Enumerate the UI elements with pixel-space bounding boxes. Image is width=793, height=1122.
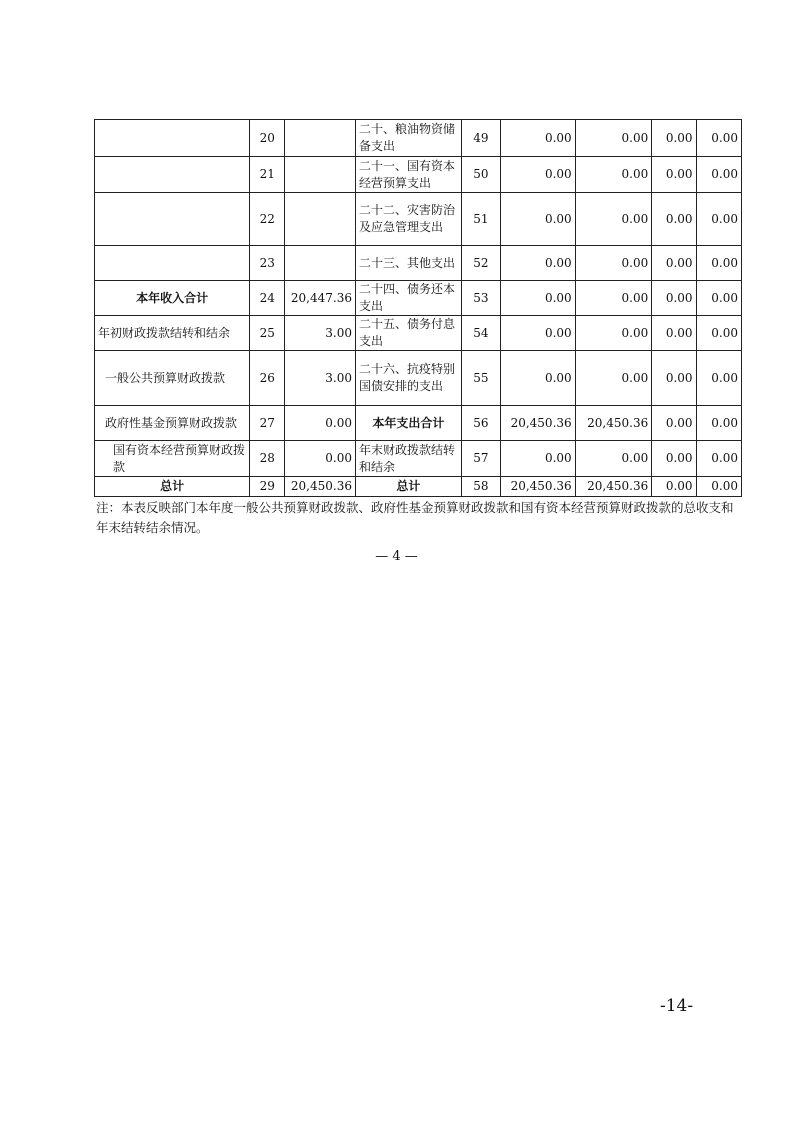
expense-fund-budget: 0.00 — [652, 477, 696, 497]
income-amount: 0.00 — [285, 406, 356, 441]
expense-state-capital-budget: 0.00 — [696, 120, 741, 157]
expense-row-number: 53 — [461, 281, 500, 316]
expense-state-capital-budget: 0.00 — [696, 246, 741, 281]
expense-item-cell: 二十三、其他支出 — [355, 246, 461, 281]
income-amount: 20,447.36 — [285, 281, 356, 316]
income-item-cell: 本年收入合计 — [95, 281, 250, 316]
expense-general-budget: 0.00 — [575, 281, 652, 316]
expense-row-number: 50 — [461, 157, 500, 193]
expense-fund-budget: 0.00 — [652, 193, 696, 246]
income-item-cell — [95, 157, 250, 193]
table-footnote: 注：本表反映部门本年度一般公共预算财政拨款、政府性基金预算财政拨款和国有资本经营预算财政拨款的总收支和年末结转结余情况。 — [96, 500, 734, 535]
expense-state-capital-budget: 0.00 — [696, 441, 741, 477]
expense-general-budget: 0.00 — [575, 441, 652, 477]
expense-fund-budget: 0.00 — [652, 316, 696, 351]
expense-total: 20,450.36 — [501, 477, 576, 497]
income-item-cell — [95, 193, 250, 246]
expense-total: 0.00 — [501, 193, 576, 246]
expense-general-budget: 0.00 — [575, 316, 652, 351]
expense-general-budget: 20,450.36 — [575, 406, 652, 441]
expense-state-capital-budget: 0.00 — [696, 193, 741, 246]
expense-general-budget: 0.00 — [575, 157, 652, 193]
expense-state-capital-budget: 0.00 — [696, 281, 741, 316]
income-amount: 0.00 — [285, 441, 356, 477]
expense-state-capital-budget: 0.00 — [696, 351, 741, 406]
expense-item-cell: 二十五、债务付息支出 — [355, 316, 461, 351]
expense-fund-budget: 0.00 — [652, 441, 696, 477]
expense-row-number: 58 — [461, 477, 500, 497]
expense-general-budget: 0.00 — [575, 193, 652, 246]
expense-row-number: 54 — [461, 316, 500, 351]
expense-row-number: 57 — [461, 441, 500, 477]
income-amount — [285, 157, 356, 193]
income-amount — [285, 246, 356, 281]
expense-fund-budget: 0.00 — [652, 120, 696, 157]
expense-row-number: 49 — [461, 120, 500, 157]
expense-item-cell: 总计 — [355, 477, 461, 497]
expense-total: 0.00 — [501, 441, 576, 477]
expense-state-capital-budget: 0.00 — [696, 157, 741, 193]
inner-page-number: — 4 — — [375, 549, 418, 564]
table-row — [95, 316, 742, 351]
expense-state-capital-budget: 0.00 — [696, 316, 741, 351]
expense-total: 0.00 — [501, 351, 576, 406]
income-item-cell — [95, 120, 250, 157]
expense-item-cell: 二十一、国有资本经营预算支出 — [355, 157, 461, 193]
expense-item-cell: 二十四、债务还本支出 — [355, 281, 461, 316]
expense-item-cell: 二十二、灾害防治及应急管理支出 — [355, 193, 461, 246]
income-row-number: 27 — [250, 406, 285, 441]
expense-row-number: 51 — [461, 193, 500, 246]
table-row — [95, 246, 742, 281]
income-amount — [285, 120, 356, 157]
expense-state-capital-budget: 0.00 — [696, 406, 741, 441]
table-row — [95, 193, 742, 246]
budget-table — [94, 119, 742, 497]
expense-item-cell: 二十六、抗疫特别国债安排的支出 — [355, 351, 461, 406]
table-row — [95, 406, 742, 441]
expense-row-number: 56 — [461, 406, 500, 441]
expense-fund-budget: 0.00 — [652, 157, 696, 193]
expense-total: 20,450.36 — [501, 406, 576, 441]
income-row-number: 29 — [250, 477, 285, 497]
income-row-number: 26 — [250, 351, 285, 406]
income-amount: 20,450.36 — [285, 477, 356, 497]
expense-state-capital-budget: 0.00 — [696, 477, 741, 497]
income-item-cell: 一般公共预算财政拨款 — [95, 351, 250, 406]
income-row-number: 24 — [250, 281, 285, 316]
income-amount — [285, 193, 356, 246]
table-row — [95, 281, 742, 316]
expense-row-number: 52 — [461, 246, 500, 281]
expense-fund-budget: 0.00 — [652, 351, 696, 406]
expense-item-cell: 本年支出合计 — [355, 406, 461, 441]
income-row-number: 22 — [250, 193, 285, 246]
table-row — [95, 441, 742, 477]
expense-item-cell: 年末财政拨款结转和结余 — [355, 441, 461, 477]
income-amount: 3.00 — [285, 316, 356, 351]
income-row-number: 28 — [250, 441, 285, 477]
income-item-cell: 国有资本经营预算财政拨款 — [95, 441, 250, 477]
expense-general-budget: 0.00 — [575, 246, 652, 281]
expense-total: 0.00 — [501, 316, 576, 351]
table-row — [95, 120, 742, 157]
expense-item-cell: 二十、粮油物资储备支出 — [355, 120, 461, 157]
expense-total: 0.00 — [501, 246, 576, 281]
table-row — [95, 351, 742, 406]
income-row-number: 25 — [250, 316, 285, 351]
expense-fund-budget: 0.00 — [652, 406, 696, 441]
table-row — [95, 477, 742, 497]
income-item-cell: 年初财政拨款结转和结余 — [95, 316, 250, 351]
expense-total: 0.00 — [501, 157, 576, 193]
income-row-number: 20 — [250, 120, 285, 157]
income-amount: 3.00 — [285, 351, 356, 406]
table-row — [95, 157, 742, 193]
expense-total: 0.00 — [501, 281, 576, 316]
expense-general-budget: 0.00 — [575, 120, 652, 157]
outer-page-number: -14- — [660, 996, 694, 1016]
expense-total: 0.00 — [501, 120, 576, 157]
income-item-cell: 政府性基金预算财政拨款 — [95, 406, 250, 441]
expense-fund-budget: 0.00 — [652, 281, 696, 316]
income-item-cell — [95, 246, 250, 281]
income-item-cell: 总计 — [95, 477, 250, 497]
expense-fund-budget: 0.00 — [652, 246, 696, 281]
expense-general-budget: 0.00 — [575, 351, 652, 406]
income-row-number: 21 — [250, 157, 285, 193]
income-row-number: 23 — [250, 246, 285, 281]
expense-general-budget: 20,450.36 — [575, 477, 652, 497]
expense-row-number: 55 — [461, 351, 500, 406]
